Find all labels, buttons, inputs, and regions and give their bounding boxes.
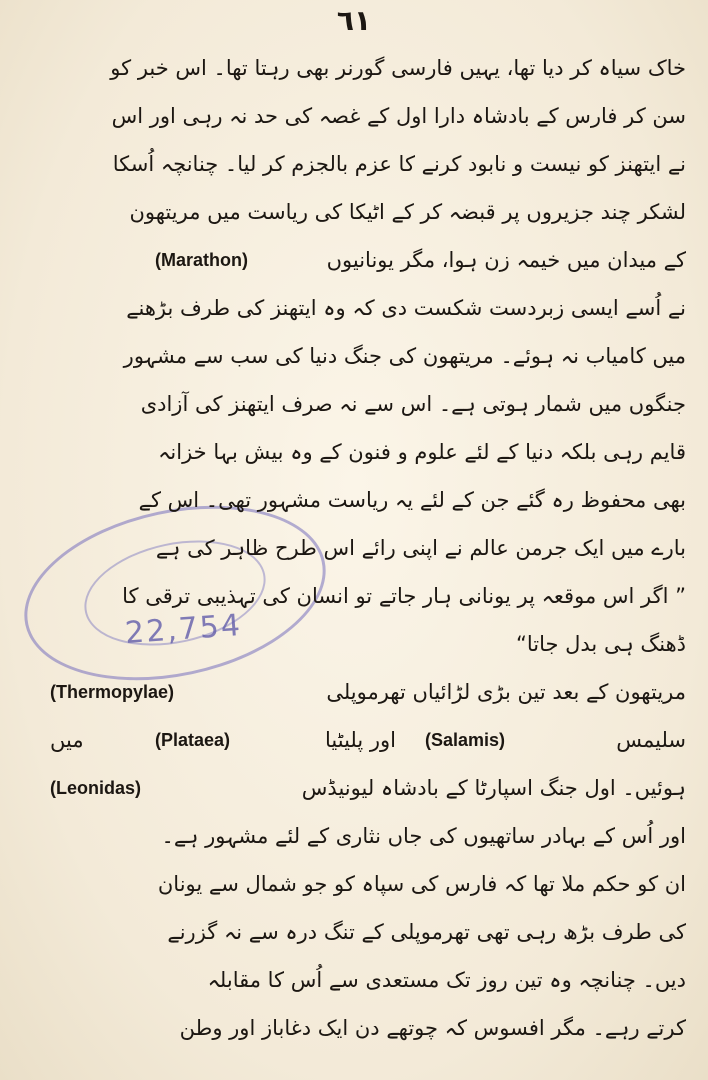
text-line-marathon [50, 236, 686, 284]
text-line: خاک سیاہ کر دیا تھا، یہیں فارسی گورنر بھی رہتا تھا۔ اس خبر کو [110, 56, 686, 80]
text-line-quote: ڈھنگ ہی بدل جاتا“ [515, 632, 686, 656]
latin-term-leonidas: (Leonidas) [50, 778, 142, 798]
text-line: نے اُسے ایسی زبردست شکست دی کہ وہ ایتھنز کی طرف بڑھنے [126, 296, 686, 320]
text-line-thermopylae [50, 668, 686, 716]
urdu-word-mein: میں [50, 728, 84, 752]
text-line: نے ایتھنز کو نیست و نابود کرنے کا عزم بالجزم کر لیا۔ چنانچہ اُسکا [112, 152, 686, 176]
text-line: میں کامیاب نہ ہوئے۔ مریتھون کی جنگ دنیا کی سب سے مشہور [123, 344, 686, 368]
text-line: دیں۔ چنانچہ وہ تین روز تک مستعدی سے اُس کا مقابلہ [207, 968, 686, 992]
text-line-quote: ” اگر اس موقعہ پر یونانی ہار جاتے تو انسان کی تہذیبی ترقی کا [122, 584, 686, 608]
text-line: کی طرف بڑھ رہی تھی تھرموپلی کے تنگ درہ سے نہ گزرنے [167, 920, 686, 944]
text-line-urdu: ہوئیں۔ اول جنگ اسپارٹا کے بادشاہ لیونیڈس [301, 776, 686, 800]
text-line-leonidas [50, 764, 686, 812]
page-number: ٦١ [336, 4, 372, 37]
text-line: بھی محفوظ رہ گئے جن کے لئے یہ ریاست مشہور تھی۔ اس کے [138, 488, 686, 512]
page-body-text [50, 44, 686, 1052]
text-line: جنگوں میں شمار ہوتی ہے۔ اس سے نہ صرف ایتھنز کی آزادی [140, 392, 686, 416]
urdu-word-plataea: اور پلیٹیا [325, 728, 396, 752]
latin-term-marathon: (Marathon) [155, 250, 248, 270]
text-line: ان کو حکم ملا تھا کہ فارس کی سپاہ کو جو شمال سے یونان [157, 872, 686, 896]
stamp-accession-number: 22,754 [123, 607, 244, 652]
text-line-urdu: مریتھون کے بعد تین بڑی لڑائیاں تھرموپلی [326, 680, 686, 704]
urdu-word-salamis: سلیمس [616, 728, 686, 752]
text-line: لشکر چند جزیروں پر قبضہ کر کے اٹیکا کی ریاست میں مریتھون [129, 200, 686, 224]
text-line: بارے میں ایک جرمن عالم نے اپنی رائے اس طرح ظاہر کی ہے [155, 536, 686, 560]
text-line: اور اُس کے بہادر ساتھیوں کی جاں نثاری کے لئے مشہور ہے۔ [161, 824, 686, 848]
text-line-urdu: کے میدان میں خیمہ زن ہوا، مگر یونانیوں [326, 248, 686, 272]
latin-term-salamis: (Salamis) [425, 730, 506, 750]
text-line-salamis-plataea [50, 716, 686, 764]
text-line: سن کر فارس کے بادشاہ دارا اول کے غصہ کی حد نہ رہی اور اس [111, 104, 686, 128]
text-line: کرتے رہے۔ مگر افسوس کہ چوتھے دن ایک دغاباز اور وطن [179, 1016, 686, 1040]
latin-term-plataea: (Plataea) [155, 730, 231, 750]
text-line: قایم رہی بلکہ دنیا کے لئے علوم و فنون کے وہ بیش بہا خزانہ [158, 440, 686, 464]
latin-term-thermopylae: (Thermopylae) [50, 682, 175, 702]
